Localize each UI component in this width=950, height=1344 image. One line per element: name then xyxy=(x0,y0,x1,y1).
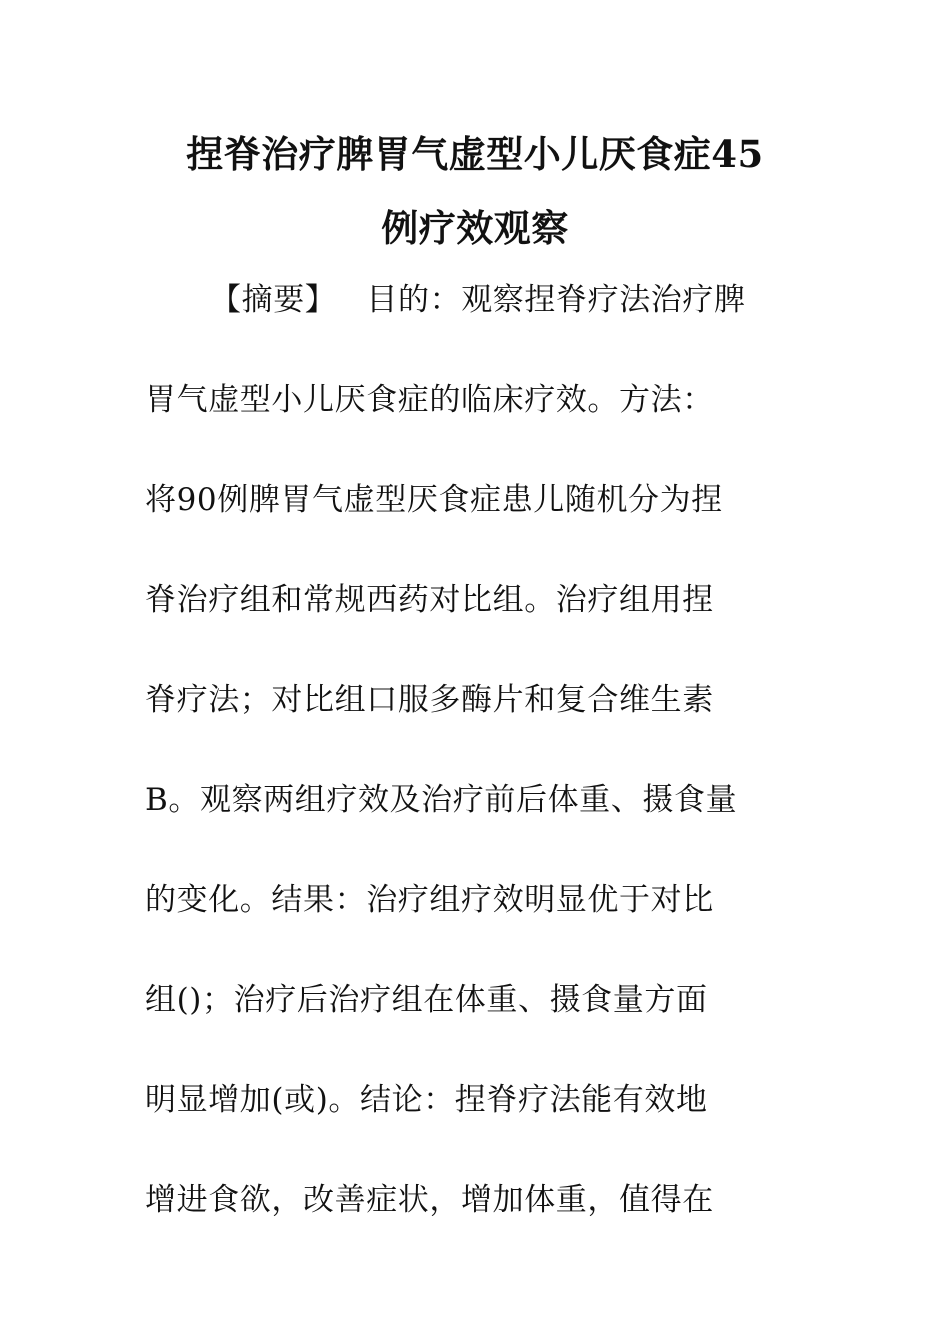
abstract-line-6: B。观察两组疗效及治疗前后体重、摄食量 xyxy=(145,782,738,818)
abstract-line-5: 脊疗法；对比组口服多酶片和复合维生素 xyxy=(145,682,714,718)
abstract-line-8: 组()；治疗后治疗组在体重、摄食量方面 xyxy=(145,982,708,1018)
abstract-line-9: 明显增加(或)。结论：捏脊疗法能有效地 xyxy=(145,1082,708,1118)
abstract-line-4: 脊治疗组和常规西药对比组。治疗组用捏 xyxy=(145,582,714,618)
abstract-line-7: 的变化。结果：治疗组疗效明显优于对比 xyxy=(145,882,714,918)
abstract-line-3: 将90例脾胃气虚型厌食症患儿随机分为捏 xyxy=(145,482,723,518)
abstract-label: 【摘要】 xyxy=(210,282,337,318)
abstract-line-1 xyxy=(210,280,870,320)
document-title-line-1: 捏脊治疗脾胃气虚型小儿厌食症45 xyxy=(186,132,764,176)
document-title-line-2: 例疗效观察 xyxy=(381,206,569,250)
abstract-line-2: 胃气虚型小儿厌食症的临床疗效。方法： xyxy=(145,382,714,418)
abstract-text: 目的：观察捏脊疗法治疗脾 xyxy=(366,282,746,318)
abstract-line-10: 增进食欲，改善症状，增加体重，值得在 xyxy=(145,1182,714,1218)
